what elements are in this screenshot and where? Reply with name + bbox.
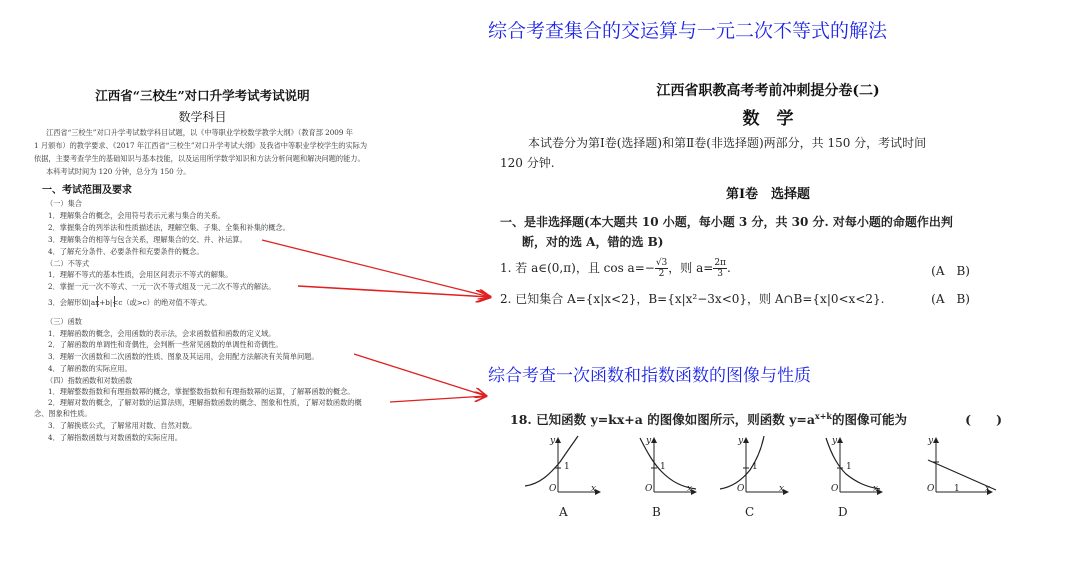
left-doc-title: 江西省“三校生”对口升学考试考试说明 [95,88,310,103]
option-a-label: A [559,505,568,519]
list-item: 1．理解不等式的基本性质，会用区间表示不等式的解集。 [48,270,233,279]
origin-label: O [549,484,557,494]
one-label: 1 [954,484,960,494]
sub-heading: （四）指数函数和对数函数 [46,376,133,385]
list-item: 2．了解函数的单调性和奇偶性，会判断一些常见函数的单调性和奇偶性。 [48,340,283,349]
axis-x-label: x [687,484,693,494]
list-item: 2．掌握一元一次不等式、一元一次不等式组及一元二次不等式的解法。 [48,282,276,291]
q1-options: (A B) [931,264,970,278]
exam-title: 江西省职教高考考前冲刺提分卷(二) [656,83,880,99]
arrow-linear-to-q18 [354,354,486,396]
one-label: 1 [660,462,666,472]
list-item: 1．理解整数指数和有理指数幂的概念，掌握整数指数和有理指数幂的运算，了解幂函数的概念。 [48,387,355,396]
exam-section-line: 一、是非选择题(本大题共 10 小题，每小题 3 分，共 30 分. 对每小题的命题作出判 [500,215,953,229]
q18-text: 18. 已知函数 y=kx+a 的图像如图所示，则函数 y=a [510,412,815,427]
q18-text-end: 的图像可能为 [831,412,907,427]
list-item: 2．理解对数的概念，了解对数的运算法则，理解指数函数的概念、图象和性质，了解对数函数的概 [48,398,362,407]
list-item: 3．理解一次函数和二次函数的性质、图象及其运用，会用配方法解决有关简单问题。 [48,352,319,361]
q1-frac2-num: 2π [714,258,726,268]
abs-bars [97,296,115,307]
list-item: 1．理解函数的概念，会用函数的表示法，会求函数值和函数的定义域。 [48,329,276,338]
axis-x-label: x [873,484,879,494]
axis-y-label: y [738,436,744,446]
q1-text: 1. 若 a∈(0,π)，且 cos a=− [500,261,655,275]
arrow-exponent-to-q18 [390,396,486,402]
origin-label: O [927,484,935,494]
arrow-inequality-to-q2 [298,286,490,297]
q1-frac-num: √3 [655,258,668,268]
axis-y-label: y [928,436,934,446]
exam-section-line: 断，对的选 A，错的选 B) [522,235,664,249]
option-d-label: D [838,505,848,519]
origin-label: O [831,484,839,494]
sub-heading: （二）不等式 [46,259,90,268]
list-item: 1．理解集合的概念，会用符号表示元素与集合的关系。 [48,211,226,220]
list-item: 4．了解函数的实际应用。 [48,364,132,373]
one-label: 1 [752,462,758,472]
one-label: 1 [564,462,570,472]
q2-options: (A B) [931,292,970,306]
list-item: 3．会解形如|ax+b|<c（或>c）的绝对值不等式。 [48,298,212,307]
axis-x-label: x [985,484,991,494]
axis-x-label: x [591,484,597,494]
one-label: 1 [846,462,852,472]
axis-x-label: x [779,484,785,494]
exam-intro-line: 本试卷分为第Ⅰ卷(选择题)和第Ⅱ卷(非选择题)两部分，共 150 分，考试时间 [528,136,927,150]
exam-part-title: 第Ⅰ卷 选择题 [725,187,811,202]
left-section-title: 一、考试范围及要求 [42,185,132,196]
exam-intro-line: 120 分钟. [500,156,555,170]
option-b-label: B [652,505,661,519]
q1-text-mid: ，则 a= [668,261,714,275]
left-doc-subject: 数学科目 [178,110,227,124]
intro-line: 1 月颁布）的教学要求、《2017 年江西省“三校生”对口升学考试大纲》及我省中等职业学校学生的实际为 [34,141,368,150]
option-c-label: C [745,505,755,519]
sub-heading: （三）函数 [46,317,82,326]
intro-line: 依据，主要考查学生的基础知识与基本技能，以及运用所学数学知识和方法分析问题和解决问题的能力。 [34,154,365,163]
q1-frac2-den: 3 [717,269,723,279]
axis-y-label: y [550,436,556,446]
list-item: 4．了解充分条件、必要条件和充要条件的概念。 [48,247,204,256]
q2-text: 2. 已知集合 A={x|x<2}，B={x|x²−3x<0}，则 A∩B={x|0<x<2}. [500,292,885,306]
intro-line: 本科考试时间为 120 分钟，总分为 150 分。 [46,167,191,176]
q1-frac-den: 2 [658,269,665,279]
axis-y-label: y [646,436,652,446]
list-item: 念、图象和性质。 [34,409,92,418]
list-item: 4．了解指数函数与对数函数的实际应用。 [48,433,182,442]
axis-y-label: y [832,436,838,446]
list-item: 2．掌握集合的列举法和性质描述法，理解空集、子集、全集和补集的概念。 [48,223,290,232]
sub-heading: （一）集合 [46,199,82,208]
list-item: 3．理解集合的相等与包含关系，理解集合的交、并、补运算。 [48,235,247,244]
middle-heading: 综合考查一次函数和指数函数的图像与性质 [488,366,811,386]
q18-answer-paren: ( ) [965,412,1002,427]
origin-label: O [645,484,653,494]
q18-exponent: x+k [814,410,832,421]
q1-text-end: . [726,261,731,275]
top-heading: 综合考查集合的交运算与一元二次不等式的解法 [488,20,888,42]
arrow-set-to-q2 [262,240,490,297]
intro-line: 江西省“三校生”对口升学考试数学科目试题，以《中等职业学校数学教学大纲》（教育部 2009 年 [46,128,353,137]
list-item: 3．了解换底公式，了解常用对数、自然对数。 [48,421,197,430]
exam-subject: 数 学 [742,109,794,129]
origin-label: O [737,484,745,494]
